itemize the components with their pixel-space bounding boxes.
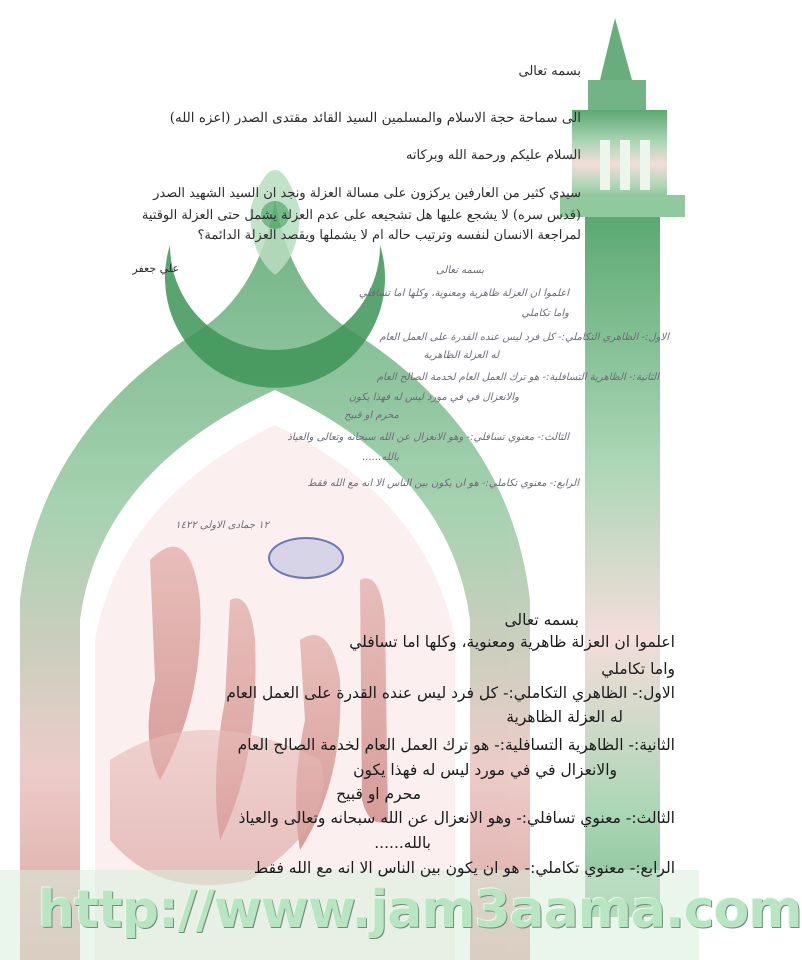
- handwritten-date: ١٢ جمادى الاولى ١٤٢٢: [175, 520, 269, 531]
- handwritten-line: الرابع:- معنوي تكاملي:- هو ان يكون بين الناس الا انه مع الله فقط: [307, 478, 579, 489]
- handwritten-line: محرم او قبيح: [344, 410, 399, 421]
- transcription-line: واما تكاملي: [601, 660, 675, 678]
- letter-signature: علي جعفر: [132, 262, 179, 275]
- transcription-line: بالله......: [374, 834, 431, 852]
- handwritten-line: الثالث:- معنوي تسافلي:- وهو الانعزال عن الله سبحانه وتعالى والعياذ: [287, 432, 569, 443]
- transcription-line: بسمه تعالى: [504, 611, 579, 629]
- handwritten-line: اعلموا ان العزلة ظاهرية ومعنوية، وكلها اما تسافلي: [358, 288, 569, 299]
- seal-stamp-icon: [268, 537, 344, 579]
- handwritten-line: بسمه تعالى: [435, 265, 484, 276]
- transcription-line: محرم او قبيح: [336, 785, 421, 803]
- transcription-line: الثانية:- الظاهرية التسافلية:- هو ترك العمل العام لخدمة الصالح العام: [237, 736, 675, 754]
- transcription-line: له العزلة الظاهرية: [506, 708, 623, 726]
- letter-greeting: السلام عليكم ورحمة الله وبركاته: [405, 148, 581, 163]
- letter-body-line: (قدس سره) لا يشجع عليها هل تشجيعه على عدم العزلة يشمل حتى العزلة الوقتية: [141, 208, 581, 223]
- transcription-line: الاول:- الظاهري التكاملي:- كل فرد ليس عنده القدرة على العمل العام: [226, 684, 675, 702]
- transcription-line: الرابع:- معنوي تكاملي:- هو ان يكون بين الناس الا انه مع الله فقط: [253, 859, 675, 877]
- letter-body-line: لمراجعة الانسان لنفسه وترتيب حاله ام لا يشملها ويقصد العزلة الدائمة؟: [197, 228, 581, 243]
- transcription-line: اعلموا ان العزلة ظاهرية ومعنوية، وكلها اما تسافلي: [349, 633, 675, 651]
- handwritten-line: له العزلة الظاهرية: [423, 350, 499, 361]
- handwritten-line: واما تكاملي: [521, 308, 569, 319]
- handwritten-line: الاول:- الظاهري التكاملي:- كل فرد ليس عنده القدرة على العمل العام: [379, 332, 669, 343]
- watermark-url: http://www.jam3aama.com: [38, 880, 802, 940]
- handwritten-line: بالله......: [362, 452, 399, 463]
- handwritten-line: والانعزال في في مورد ليس له فهذا يكون: [348, 392, 519, 403]
- transcription-line: الثالث:- معنوي تسافلي:- وهو الانعزال عن الله سبحانه وتعالى والعياذ: [238, 809, 675, 827]
- letter-body-line: سيدي كثير من العارفين يركزون على مسالة العزلة ونجد ان السيد الشهيد الصدر: [153, 186, 581, 201]
- transcription-line: والانعزال في في مورد ليس له فهذا يكون: [353, 761, 617, 779]
- letter-address: الى سماحة حجة الاسلام والمسلمين السيد القائد مقتدى الصدر (اعزه الله): [169, 110, 581, 126]
- letter-heading: بسمه تعالى: [518, 64, 581, 79]
- handwritten-line: الثانية:- الظاهرية التسافلية:- هو ترك العمل العام لخدمة الصالح العام: [376, 372, 659, 383]
